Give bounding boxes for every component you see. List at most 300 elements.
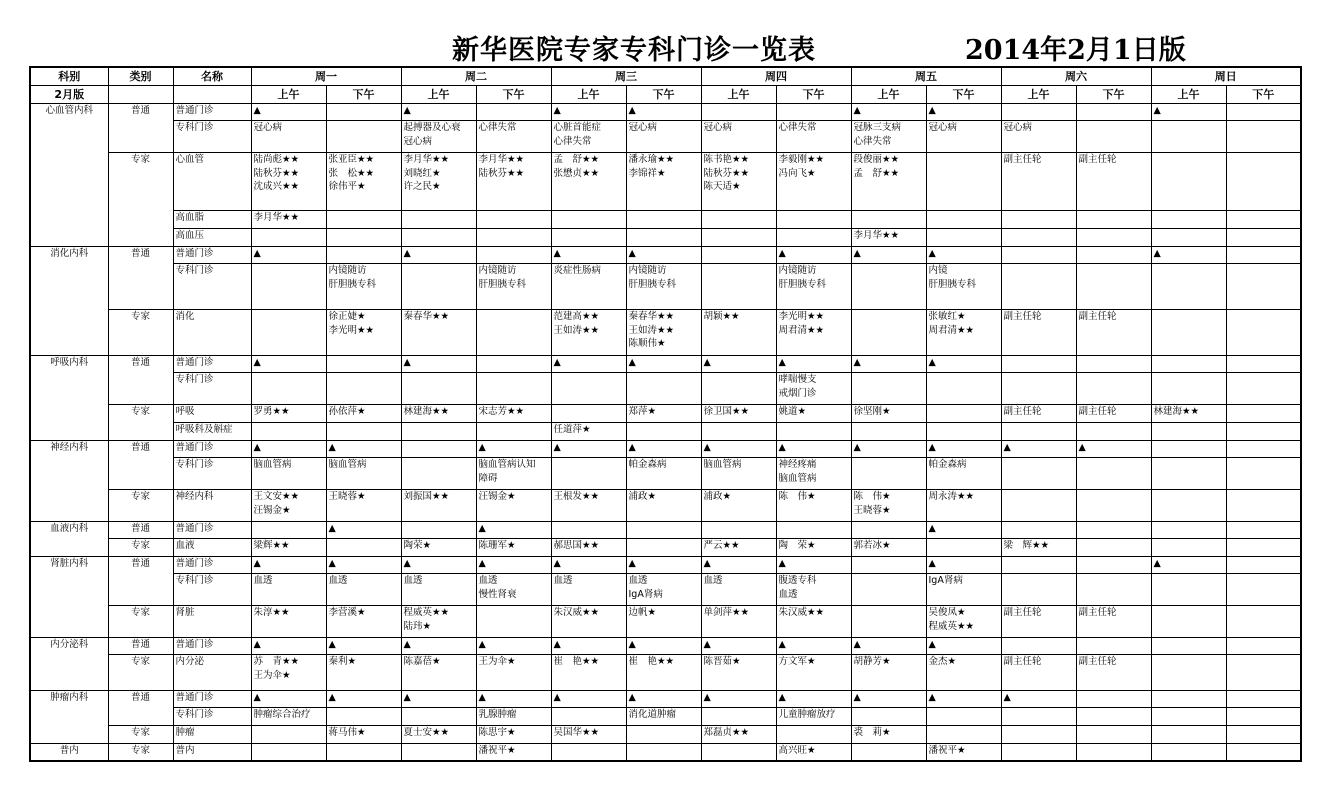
schedule-cell: ▲ xyxy=(926,104,1001,121)
schedule-cell xyxy=(626,423,701,441)
schedule-cell: ▲ xyxy=(476,557,551,574)
header-pm: 下午 xyxy=(776,86,851,104)
header-blank xyxy=(173,86,251,104)
department-cell: 普内 xyxy=(30,744,108,761)
table-row xyxy=(30,522,1301,539)
schedule-cell xyxy=(476,247,551,264)
schedule-cell xyxy=(1226,638,1301,655)
table-row xyxy=(30,606,1301,638)
schedule-cell xyxy=(1226,557,1301,574)
schedule-cell xyxy=(551,744,626,761)
department-cell: 内分泌科 xyxy=(30,638,108,691)
schedule-cell: 潘永瑜★★ 李锦祥★ xyxy=(626,153,701,211)
schedule-cell: 张亚臣★★ 张 松★★ 徐伟平★ xyxy=(326,153,401,211)
schedule-cell: ▲ xyxy=(701,441,776,458)
schedule-cell xyxy=(776,726,851,744)
category-cell: 普通 xyxy=(108,247,173,310)
schedule-cell: ▲ xyxy=(701,557,776,574)
schedule-cell: 朱淳★★ xyxy=(251,606,326,638)
schedule-cell xyxy=(1226,539,1301,557)
schedule-cell: 脑血管病 xyxy=(326,458,401,490)
schedule-cell xyxy=(1001,104,1076,121)
schedule-cell: 血透 xyxy=(701,574,776,606)
schedule-cell: ▲ xyxy=(251,356,326,373)
header-day-sun: 周日 xyxy=(1151,67,1301,86)
schedule-cell: 副主任轮 xyxy=(1001,405,1076,423)
schedule-cell xyxy=(326,423,401,441)
schedule-cell: 副主任轮 xyxy=(1001,153,1076,211)
schedule-cell xyxy=(251,726,326,744)
table-row xyxy=(30,441,1301,458)
schedule-cell xyxy=(626,539,701,557)
schedule-cell: 郑萍★ xyxy=(626,405,701,423)
schedule-cell xyxy=(851,373,926,405)
schedule-cell xyxy=(1001,490,1076,522)
schedule-cell: ▲ xyxy=(701,691,776,708)
schedule-cell xyxy=(1001,458,1076,490)
schedule-cell xyxy=(1076,539,1151,557)
schedule-cell: ▲ xyxy=(251,441,326,458)
schedule-cell: 心脏首能症 心律失常 xyxy=(551,121,626,153)
schedule-cell xyxy=(1001,356,1076,373)
table-row xyxy=(30,104,1301,121)
schedule-cell xyxy=(1076,121,1151,153)
schedule-cell xyxy=(1001,522,1076,539)
clinic-name-cell: 普通门诊 xyxy=(173,691,251,708)
schedule-cell xyxy=(1151,539,1226,557)
schedule-cell: 刘振国★★ xyxy=(401,490,476,522)
schedule-cell xyxy=(1226,373,1301,405)
schedule-cell xyxy=(626,744,701,761)
header-month: 2月版 xyxy=(30,86,108,104)
schedule-cell: 李月华★★ 陆秋芬★★ xyxy=(476,153,551,211)
header-row-halfdays xyxy=(30,86,1301,104)
schedule-cell xyxy=(626,229,701,247)
schedule-cell xyxy=(251,744,326,761)
schedule-cell xyxy=(551,405,626,423)
schedule-cell xyxy=(1001,264,1076,310)
schedule-cell: 李光明★★ 周君清★★ xyxy=(776,310,851,356)
schedule-cell xyxy=(1151,264,1226,310)
schedule-cell: 陈 伟★ 王晓蓉★ xyxy=(851,490,926,522)
schedule-cell: 哮喘慢支 戒烟门诊 xyxy=(776,373,851,405)
schedule-cell: 朱汉威★★ xyxy=(776,606,851,638)
schedule-cell xyxy=(401,708,476,726)
schedule-cell: ▲ xyxy=(401,557,476,574)
schedule-cell xyxy=(851,557,926,574)
schedule-cell: 脑血管病 xyxy=(701,458,776,490)
clinic-name-cell: 血液 xyxy=(173,539,251,557)
schedule-cell xyxy=(1226,574,1301,606)
schedule-cell: 脑血管病 xyxy=(251,458,326,490)
schedule-cell xyxy=(551,229,626,247)
table-row xyxy=(30,574,1301,606)
schedule-cell xyxy=(326,121,401,153)
schedule-cell: ▲ xyxy=(851,691,926,708)
schedule-cell: ▲ xyxy=(926,691,1001,708)
schedule-cell xyxy=(926,539,1001,557)
schedule-cell: 周永涛★★ xyxy=(926,490,1001,522)
schedule-cell: ▲ xyxy=(401,356,476,373)
category-cell: 普通 xyxy=(108,104,173,153)
header-dept: 科别 xyxy=(30,67,108,86)
schedule-cell: 乳腺肿瘤 xyxy=(476,708,551,726)
schedule-cell: 浦政★ xyxy=(701,490,776,522)
schedule-cell xyxy=(1001,423,1076,441)
schedule-cell: ▲ xyxy=(626,247,701,264)
schedule-cell xyxy=(926,726,1001,744)
schedule-cell xyxy=(1001,726,1076,744)
schedule-cell: ▲ xyxy=(551,441,626,458)
department-cell: 肾脏内科 xyxy=(30,557,108,638)
schedule-cell: 高兴旺★ xyxy=(776,744,851,761)
clinic-name-cell: 专科门诊 xyxy=(173,574,251,606)
schedule-cell: ▲ xyxy=(926,638,1001,655)
schedule-cell: 林建海★★ xyxy=(401,405,476,423)
department-cell: 肿瘤内科 xyxy=(30,691,108,744)
schedule-cell: 程威英★★ 陆玮★ xyxy=(401,606,476,638)
schedule-cell: 心律失常 xyxy=(476,121,551,153)
header-category: 类别 xyxy=(108,67,173,86)
schedule-cell xyxy=(1076,638,1151,655)
schedule-cell xyxy=(251,264,326,310)
schedule-cell: 冠心病 xyxy=(251,121,326,153)
department-cell: 消化内科 xyxy=(30,247,108,356)
schedule-cell xyxy=(776,229,851,247)
schedule-cell: 王文安★★ 汪锡金★ xyxy=(251,490,326,522)
schedule-cell xyxy=(1076,211,1151,229)
schedule-cell xyxy=(926,229,1001,247)
clinic-name-cell: 呼吸 xyxy=(173,405,251,423)
schedule-cell xyxy=(1226,310,1301,356)
schedule-cell xyxy=(476,423,551,441)
schedule-cell: ▲ xyxy=(401,691,476,708)
schedule-cell: 胡静芳★ xyxy=(851,655,926,691)
schedule-cell xyxy=(851,264,926,310)
schedule-cell xyxy=(1226,121,1301,153)
clinic-name-cell: 普通门诊 xyxy=(173,441,251,458)
schedule-cell xyxy=(1151,655,1226,691)
schedule-cell xyxy=(926,373,1001,405)
schedule-cell xyxy=(551,458,626,490)
schedule-cell: 罗勇★★ xyxy=(251,405,326,423)
schedule-cell xyxy=(851,310,926,356)
schedule-cell: 副主任轮 xyxy=(1001,606,1076,638)
header-day-thu: 周四 xyxy=(701,67,851,86)
schedule-cell xyxy=(326,104,401,121)
schedule-cell xyxy=(1076,574,1151,606)
header-am: 上午 xyxy=(401,86,476,104)
schedule-cell: 血透 IgA肾病 xyxy=(626,574,701,606)
schedule-cell xyxy=(1151,211,1226,229)
schedule-cell xyxy=(551,522,626,539)
schedule-cell: ▲ xyxy=(1151,247,1226,264)
schedule-cell: 陈晋茹★ xyxy=(701,655,776,691)
header-blank xyxy=(108,86,173,104)
schedule-cell xyxy=(1151,691,1226,708)
clinic-name-cell: 专科门诊 xyxy=(173,121,251,153)
schedule-cell: ▲ xyxy=(626,691,701,708)
schedule-cell xyxy=(1076,423,1151,441)
schedule-cell: 冠心病 xyxy=(626,121,701,153)
schedule-cell: ▲ xyxy=(326,441,401,458)
schedule-cell: 段俊丽★★ 孟 舒★★ xyxy=(851,153,926,211)
header-am: 上午 xyxy=(1001,86,1076,104)
header-pm: 下午 xyxy=(1076,86,1151,104)
schedule-cell xyxy=(1226,264,1301,310)
schedule-cell xyxy=(326,539,401,557)
clinic-name-cell: 普通门诊 xyxy=(173,356,251,373)
header-am: 上午 xyxy=(251,86,326,104)
schedule-cell: ▲ xyxy=(476,522,551,539)
schedule-cell: 内镜 肝胆胰专科 xyxy=(926,264,1001,310)
schedule-cell: 副主任轮 xyxy=(1076,606,1151,638)
schedule-cell: 陈书艳★★ 陆秋芬★★ 陈天适★ xyxy=(701,153,776,211)
schedule-cell xyxy=(926,153,1001,211)
schedule-cell xyxy=(326,356,401,373)
schedule-cell xyxy=(701,423,776,441)
clinic-name-cell: 普通门诊 xyxy=(173,522,251,539)
category-cell: 专家 xyxy=(108,606,173,638)
schedule-cell: 胡颖★★ xyxy=(701,310,776,356)
schedule-cell: 陶荣★ xyxy=(401,539,476,557)
schedule-cell xyxy=(1151,153,1226,211)
header-am: 上午 xyxy=(851,86,926,104)
schedule-cell: 陆尚彪★★ 陆秋芬★★ 沈成兴★★ xyxy=(251,153,326,211)
schedule-cell: ▲ xyxy=(776,691,851,708)
schedule-cell xyxy=(1151,490,1226,522)
schedule-cell xyxy=(1076,726,1151,744)
header-day-sat: 周六 xyxy=(1001,67,1151,86)
schedule-cell: 郝思国★★ xyxy=(551,539,626,557)
schedule-cell: ▲ xyxy=(476,691,551,708)
schedule-cell xyxy=(1226,458,1301,490)
schedule-cell xyxy=(1151,574,1226,606)
header-pm: 下午 xyxy=(476,86,551,104)
schedule-cell xyxy=(476,356,551,373)
schedule-cell: 王根发★★ xyxy=(551,490,626,522)
schedule-cell xyxy=(1151,744,1226,761)
version-label: 2014年2月1日版 xyxy=(965,35,1186,66)
schedule-cell: ▲ xyxy=(701,356,776,373)
schedule-cell xyxy=(1151,229,1226,247)
schedule-cell: 梁辉★★ xyxy=(251,539,326,557)
schedule-cell xyxy=(326,211,401,229)
table-row xyxy=(30,373,1301,405)
schedule-cell: 副主任轮 xyxy=(1001,655,1076,691)
schedule-cell: 内镜随访 肝胆胰专科 xyxy=(626,264,701,310)
schedule-cell: ▲ xyxy=(776,638,851,655)
clinic-name-cell: 专科门诊 xyxy=(173,458,251,490)
schedule-cell xyxy=(851,574,926,606)
schedule-cell xyxy=(851,458,926,490)
schedule-cell xyxy=(1226,229,1301,247)
schedule-cell xyxy=(1151,121,1226,153)
clinic-name-cell: 普内 xyxy=(173,744,251,761)
schedule-cell: 任道萍★ xyxy=(551,423,626,441)
schedule-cell: 陈 伟★ xyxy=(776,490,851,522)
schedule-cell xyxy=(551,373,626,405)
table-row xyxy=(30,490,1301,522)
schedule-cell: 李月华★★ xyxy=(251,211,326,229)
schedule-cell xyxy=(326,708,401,726)
schedule-cell: 冠脉三支病 心律失常 xyxy=(851,121,926,153)
schedule-cell xyxy=(776,423,851,441)
schedule-cell: 崔 艳★★ xyxy=(551,655,626,691)
schedule-cell xyxy=(1001,574,1076,606)
table-row xyxy=(30,691,1301,708)
schedule-cell: ▲ xyxy=(1001,441,1076,458)
category-cell: 专家 xyxy=(108,153,173,247)
schedule-cell xyxy=(1151,310,1226,356)
schedule-cell: 脑血管病认知 障碍 xyxy=(476,458,551,490)
schedule-cell xyxy=(701,373,776,405)
schedule-cell xyxy=(401,373,476,405)
schedule-cell xyxy=(1151,638,1226,655)
schedule-cell: 徐卫国★★ xyxy=(701,405,776,423)
schedule-cell: 血透 xyxy=(551,574,626,606)
clinic-name-cell: 专科门诊 xyxy=(173,708,251,726)
header-am: 上午 xyxy=(551,86,626,104)
schedule-cell: ▲ xyxy=(851,104,926,121)
schedule-cell xyxy=(1076,490,1151,522)
table-row xyxy=(30,423,1301,441)
schedule-cell xyxy=(1001,557,1076,574)
table-row xyxy=(30,458,1301,490)
table-row xyxy=(30,264,1301,310)
schedule-cell xyxy=(1151,373,1226,405)
schedule-cell xyxy=(1226,356,1301,373)
schedule-cell xyxy=(626,726,701,744)
table-row xyxy=(30,405,1301,423)
header-pm: 下午 xyxy=(326,86,401,104)
schedule-cell: 帕金森病 xyxy=(926,458,1001,490)
schedule-cell xyxy=(776,104,851,121)
schedule-cell: 金杰★ xyxy=(926,655,1001,691)
schedule-cell: 冠心病 xyxy=(701,121,776,153)
clinic-name-cell: 呼吸科及斛症 xyxy=(173,423,251,441)
schedule-cell xyxy=(401,229,476,247)
schedule-cell: ▲ xyxy=(251,104,326,121)
category-cell: 普通 xyxy=(108,522,173,539)
schedule-cell: 血透 xyxy=(251,574,326,606)
schedule-cell xyxy=(1226,423,1301,441)
schedule-cell xyxy=(401,458,476,490)
schedule-cell xyxy=(1076,708,1151,726)
table-row xyxy=(30,708,1301,726)
schedule-cell xyxy=(1226,153,1301,211)
schedule-cell xyxy=(1076,247,1151,264)
schedule-cell: ▲ xyxy=(551,638,626,655)
schedule-cell xyxy=(1151,606,1226,638)
schedule-cell: ▲ xyxy=(326,638,401,655)
schedule-cell xyxy=(1076,104,1151,121)
category-cell: 专家 xyxy=(108,655,173,691)
schedule-cell: 潘祝平★ xyxy=(926,744,1001,761)
header-row-days xyxy=(30,67,1301,86)
schedule-cell xyxy=(701,211,776,229)
clinic-name-cell: 普通门诊 xyxy=(173,247,251,264)
schedule-cell: ▲ xyxy=(776,356,851,373)
header-name: 名称 xyxy=(173,67,251,86)
schedule-cell xyxy=(1076,373,1151,405)
schedule-cell: ▲ xyxy=(326,522,401,539)
schedule-cell xyxy=(326,373,401,405)
clinic-name-cell: 普通门诊 xyxy=(173,104,251,121)
schedule-cell: 吴俊凤★ 程威英★★ xyxy=(926,606,1001,638)
schedule-cell: 消化道肿瘤 xyxy=(626,708,701,726)
schedule-cell xyxy=(551,211,626,229)
header-am: 上午 xyxy=(1151,86,1226,104)
schedule-cell: 血透 xyxy=(401,574,476,606)
schedule-cell: 副主任轮 xyxy=(1076,405,1151,423)
schedule-cell: ▲ xyxy=(851,441,926,458)
schedule-cell: ▲ xyxy=(926,522,1001,539)
schedule-cell xyxy=(1001,211,1076,229)
schedule-cell: 宋志芳★★ xyxy=(476,405,551,423)
schedule-cell xyxy=(476,310,551,356)
schedule-cell xyxy=(1076,264,1151,310)
clinic-name-cell: 专科门诊 xyxy=(173,373,251,405)
schedule-cell: ▲ xyxy=(1151,104,1226,121)
department-cell: 呼吸内科 xyxy=(30,356,108,441)
schedule-cell: ▲ xyxy=(626,356,701,373)
schedule-cell: 内镜随访 肝胆胰专科 xyxy=(476,264,551,310)
schedule-cell: 边帆★ xyxy=(626,606,701,638)
schedule-cell: ▲ xyxy=(551,247,626,264)
category-cell: 普通 xyxy=(108,356,173,405)
schedule-cell xyxy=(1076,356,1151,373)
schedule-cell: ▲ xyxy=(926,441,1001,458)
schedule-cell: 蒋马伟★ xyxy=(326,726,401,744)
schedule-cell xyxy=(851,423,926,441)
schedule-cell: ▲ xyxy=(551,104,626,121)
table-row xyxy=(30,557,1301,574)
schedule-cell xyxy=(1226,708,1301,726)
schedule-cell: ▲ xyxy=(251,247,326,264)
schedule-cell: ▲ xyxy=(326,557,401,574)
schedule-cell: 内镜随访 肝胆胰专科 xyxy=(776,264,851,310)
header-pm: 下午 xyxy=(1226,86,1301,104)
schedule-cell xyxy=(926,211,1001,229)
schedule-cell xyxy=(1226,405,1301,423)
schedule-cell xyxy=(1226,655,1301,691)
table-row xyxy=(30,726,1301,744)
table-row xyxy=(30,655,1301,691)
schedule-cell: ▲ xyxy=(926,247,1001,264)
schedule-cell xyxy=(1151,522,1226,539)
page-title: 新华医院专家专科门诊一览表 xyxy=(452,35,816,66)
clinic-name-cell: 高血压 xyxy=(173,229,251,247)
table-row xyxy=(30,744,1301,761)
schedule-cell xyxy=(1001,744,1076,761)
schedule-cell: 方文军★ xyxy=(776,655,851,691)
category-cell: 普通 xyxy=(108,557,173,606)
category-cell: 专家 xyxy=(108,539,173,557)
schedule-cell: ▲ xyxy=(326,691,401,708)
schedule-cell xyxy=(1151,441,1226,458)
schedule-cell xyxy=(1226,490,1301,522)
schedule-cell xyxy=(1151,356,1226,373)
schedule-cell: ▲ xyxy=(1151,557,1226,574)
schedule-cell: ▲ xyxy=(626,557,701,574)
schedule-cell: ▲ xyxy=(251,638,326,655)
schedule-cell: 陶 荣★ xyxy=(776,539,851,557)
schedule-cell: ▲ xyxy=(776,441,851,458)
table-row xyxy=(30,121,1301,153)
schedule-cell: 炎症性肠病 xyxy=(551,264,626,310)
schedule-cell xyxy=(776,522,851,539)
